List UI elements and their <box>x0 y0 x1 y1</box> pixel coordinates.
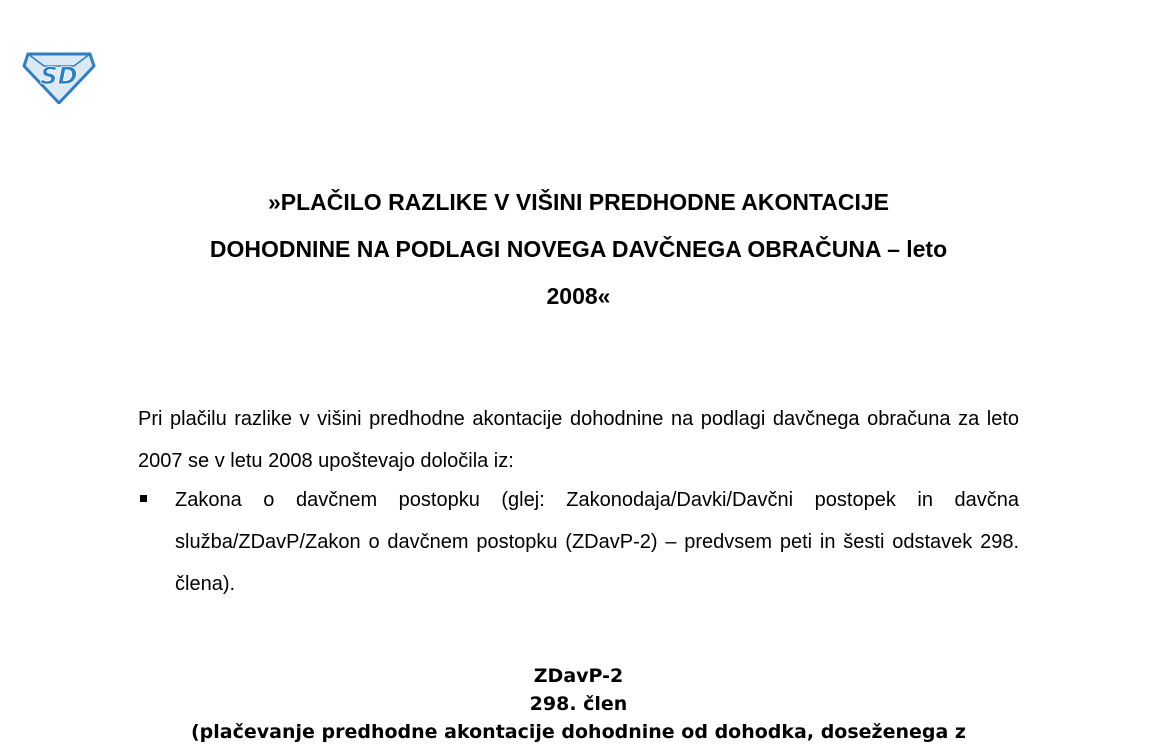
article-subtitle: (plačevanje predhodne akontacije dohodnine od dohodka, doseženega z <box>191 721 966 743</box>
title-line-1: »PLAČILO RAZLIKE V VIŠINI PREDHODNE AKONTACIJE <box>267 189 890 215</box>
title-line-2: DOHODNINE NA PODLAGI NOVEGA DAVČNEGA OBRAČUNA – leto <box>209 236 948 262</box>
provisions-list <box>138 479 1019 605</box>
article-law: ZDavP-2 <box>533 665 624 687</box>
sd-logo-icon <box>22 48 96 104</box>
title-line-3: 2008« <box>546 283 611 309</box>
article-heading <box>130 662 1027 746</box>
article-number: 298. člen <box>529 693 628 715</box>
list-item-text: Zakona o davčnem postopku (glej: Zakonodaja/Davki/Davčni postopek in davčna služba/ZDavP/Zakon o davčnem postopku (ZDavP-2) – predvsem peti in šesti odstavek 298. člena). <box>175 489 1019 595</box>
logo-text: SD <box>40 62 78 90</box>
list-item <box>138 479 1019 605</box>
square-bullet-icon <box>140 495 147 502</box>
page-title <box>130 179 1027 320</box>
intro-paragraph: Pri plačilu razlike v višini predhodne akontacije dohodnine na podlagi davčnega obračuna za leto 2007 se v letu 2008 upoštevajo določila iz: <box>138 408 1019 472</box>
